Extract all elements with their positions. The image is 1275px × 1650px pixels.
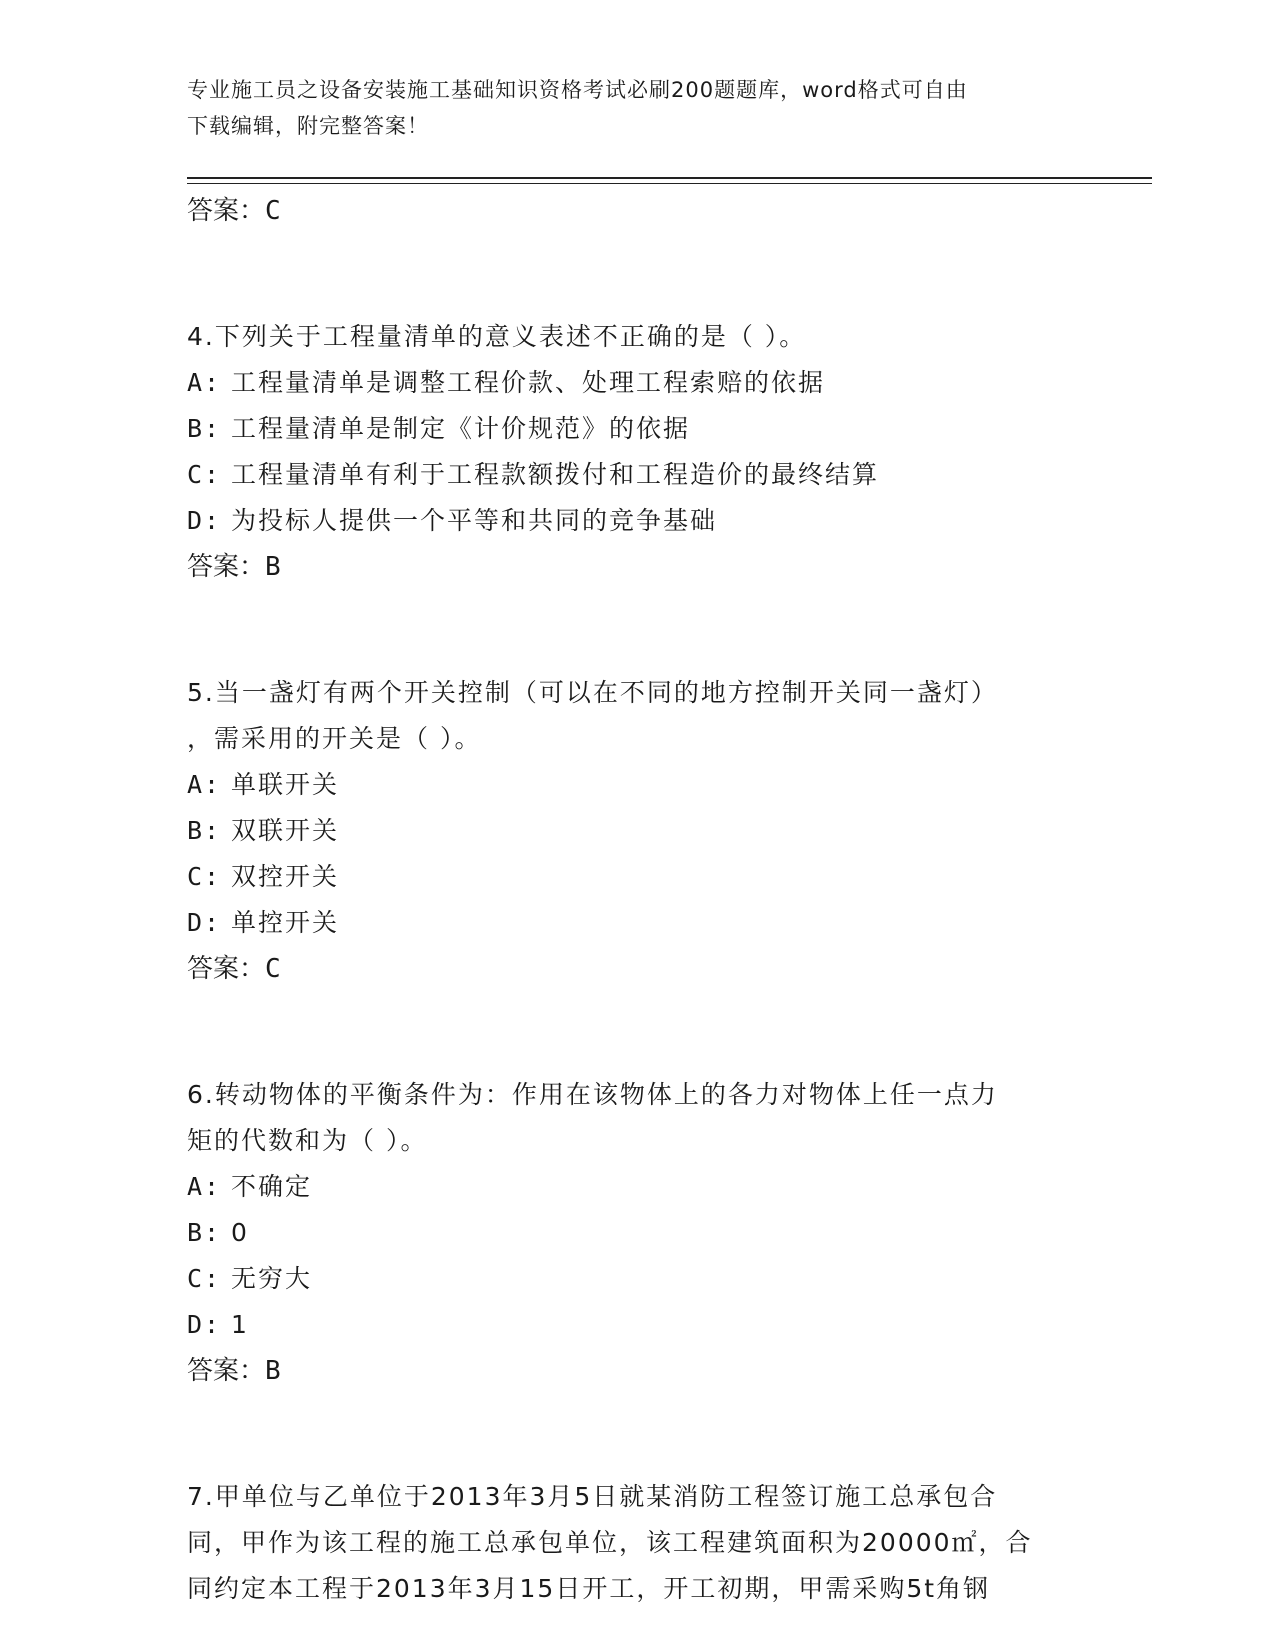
option-key: B: <box>187 1218 222 1247</box>
option-a <box>187 1164 1087 1210</box>
answer: 答案：B <box>187 552 281 582</box>
option-key: B: <box>187 816 222 845</box>
spacer <box>187 234 1087 314</box>
option-text: 单联开关 <box>231 770 340 799</box>
spacer <box>187 992 1087 1072</box>
option-d <box>187 1302 1087 1348</box>
option-c <box>187 1256 1087 1302</box>
option-d <box>187 900 1087 946</box>
option-text: 单控开关 <box>231 908 340 937</box>
option-key: B: <box>187 414 222 443</box>
document-header <box>187 72 1087 144</box>
spacer <box>187 590 1087 670</box>
option-key: C: <box>187 1264 222 1293</box>
question-text: 同约定本工程于2013年3月15日开工，开工初期，甲需采购5t角钢 <box>187 1574 991 1603</box>
option-text: 0 <box>231 1218 249 1247</box>
question-item <box>187 1474 1087 1612</box>
option-key: D: <box>187 506 222 535</box>
question-text: ，需采用的开关是（ ）。 <box>187 724 482 753</box>
option-b <box>187 1210 1087 1256</box>
question-text: 6.转动物体的平衡条件为：作用在该物体上的各力对物体上任一点力 <box>187 1080 998 1109</box>
answer: 答案：B <box>187 1356 281 1386</box>
option-key: A: <box>187 770 222 799</box>
option-a <box>187 762 1087 808</box>
question-text: 7.甲单位与乙单位于2013年3月5日就某消防工程签订施工总承包合 <box>187 1482 998 1511</box>
option-b <box>187 808 1087 854</box>
question-item <box>187 670 1087 992</box>
question-text: 4.下列关于工程量清单的意义表述不正确的是（ ）。 <box>187 322 807 351</box>
option-text: 工程量清单是制定《计价规范》的依据 <box>231 414 691 443</box>
option-text: 双联开关 <box>231 816 340 845</box>
option-text: 工程量清单有利于工程款额拨付和工程造价的最终结算 <box>231 460 880 489</box>
header-divider-thick <box>187 177 1152 179</box>
question-text: 矩的代数和为（ ）。 <box>187 1126 428 1155</box>
option-key: A: <box>187 368 222 397</box>
question-list <box>187 188 1087 1612</box>
question-text: 5.当一盏灯有两个开关控制（可以在不同的地方控制开关同一盏灯） <box>187 678 998 707</box>
option-key: D: <box>187 908 222 937</box>
option-b <box>187 406 1087 452</box>
answer: 答案：C <box>187 954 281 984</box>
option-text: 无穷大 <box>231 1264 313 1293</box>
option-d <box>187 498 1087 544</box>
option-text: 双控开关 <box>231 862 340 891</box>
header-title-line-1: 专业施工员之设备安装施工基础知识资格考试必刷200题题库，word格式可自由 <box>187 78 968 102</box>
header-title-line-2: 下载编辑，附完整答案！ <box>187 114 429 138</box>
option-key: A: <box>187 1172 222 1201</box>
option-key: C: <box>187 862 222 891</box>
option-text: 工程量清单是调整工程价款、处理工程索赔的依据 <box>231 368 826 397</box>
option-c <box>187 854 1087 900</box>
header-divider-thin <box>187 183 1152 184</box>
option-text: 为投标人提供一个平等和共同的竞争基础 <box>231 506 718 535</box>
question-item <box>187 314 1087 590</box>
option-key: D: <box>187 1310 222 1339</box>
option-c <box>187 452 1087 498</box>
option-text: 不确定 <box>231 1172 313 1201</box>
question-item <box>187 1072 1087 1394</box>
option-text: 1 <box>231 1310 249 1339</box>
previous-answer: 答案：C <box>187 196 281 226</box>
question-text: 同，甲作为该工程的施工总承包单位，该工程建筑面积为20000㎡，合 <box>187 1528 1033 1557</box>
spacer <box>187 1394 1087 1474</box>
option-key: C: <box>187 460 222 489</box>
option-a <box>187 360 1087 406</box>
